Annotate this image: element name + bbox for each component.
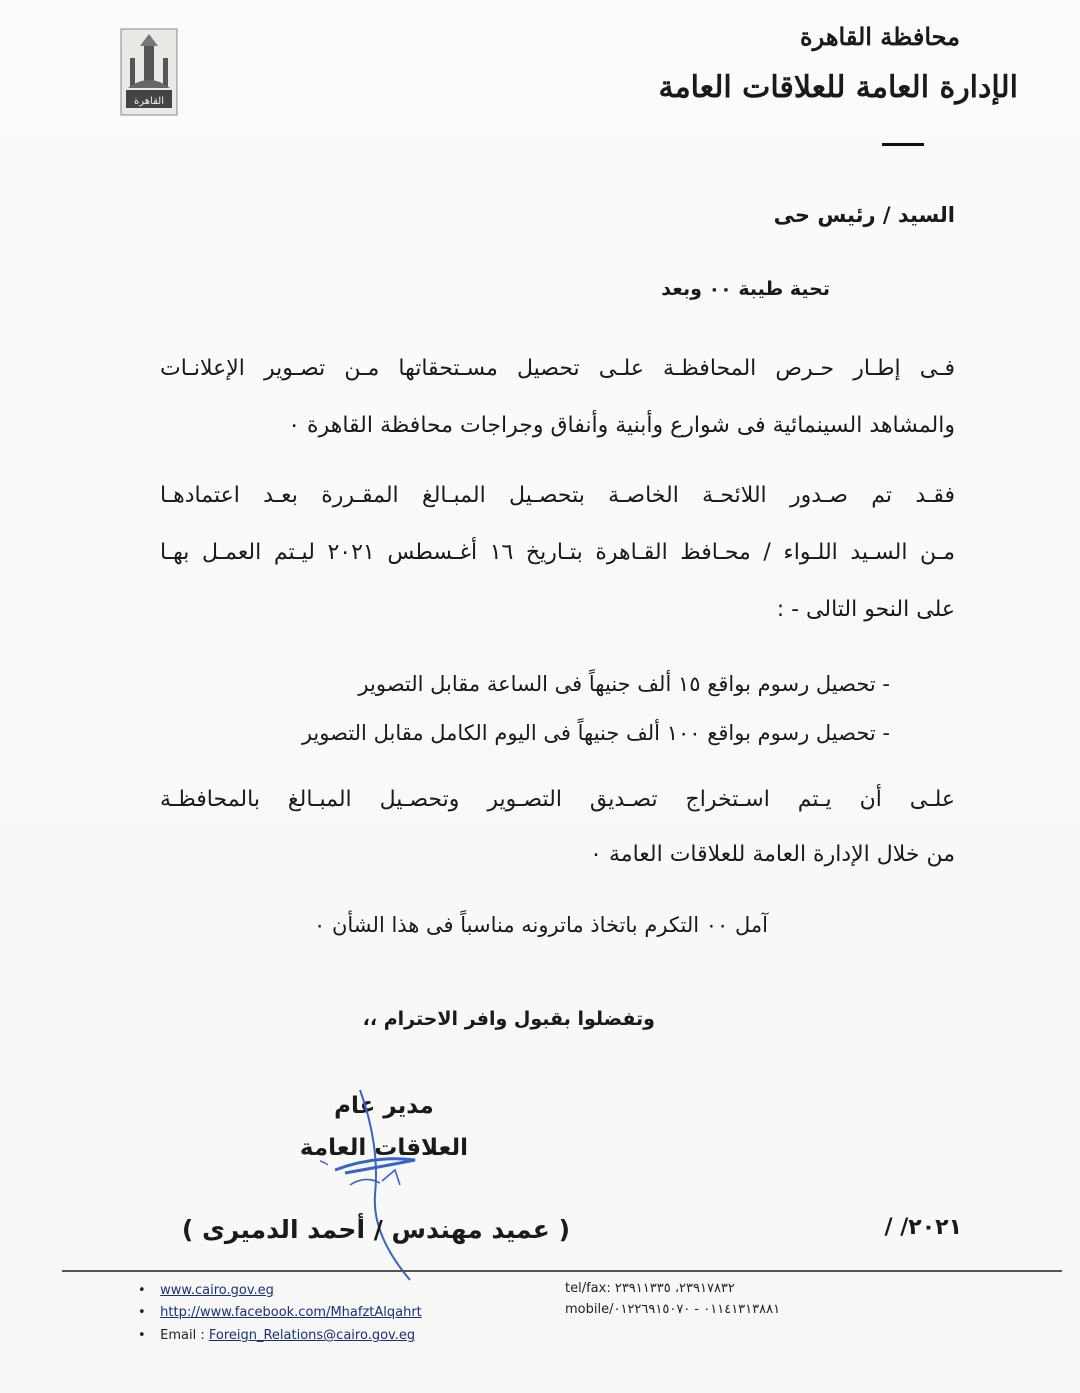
footer-facebook-row bbox=[138, 1305, 422, 1320]
paragraph-3-line-1: علـى أن يـتم اسـتخراج تصـديق التصـوير وتحصـيل المبـالغ بالمحافظـة bbox=[160, 787, 955, 812]
bullet-icon: • bbox=[138, 1283, 146, 1298]
fee-item-hourly: - تحصيل رسوم بواقع ١٥ ألف جنيهاً فى الساعة مقابل التصوير bbox=[358, 672, 890, 696]
department-name: الإدارة العامة للعلاقات العامة bbox=[658, 70, 1018, 105]
governorate-name: محافظة القاهرة bbox=[800, 22, 960, 51]
letter-date: / /٢٠٢١ bbox=[884, 1215, 962, 1240]
cairo-governorate-logo bbox=[120, 28, 178, 116]
paragraph-2-line-1: فقـد تم صـدور اللائحـة الخاصـة بتحصـيل المبـالغ المقـررة بعـد اعتمادهـا bbox=[160, 483, 955, 508]
fee-item-daily: - تحصيل رسوم بواقع ١٠٠ ألف جنيهاً فى اليوم الكامل مقابل التصوير bbox=[301, 721, 890, 745]
closing-salutation: وتفضلوا بقبول وافر الاحترام ،، bbox=[362, 1008, 655, 1030]
signatory-name: ( عميد مهندس / أحمد الدميرى ) bbox=[181, 1215, 570, 1244]
paragraph-3-line-2: من خلال الإدارة العامة للعلاقات العامة ٠ bbox=[590, 842, 955, 867]
footer-email-row bbox=[138, 1328, 415, 1343]
paragraph-1-line-1: فـى إطـار حـرص المحافظـة علـى تحصيل مسـتحقاتها مـن تصـوير الإعلانـات bbox=[160, 356, 955, 381]
facebook-link[interactable]: http://www.facebook.com/MhafztAlqahrt bbox=[160, 1305, 422, 1320]
mobile-numbers: mobile/٠١١٤١٣١٣٨٨١ - ٠١٢٢٦٩١٥٠٧٠ bbox=[565, 1302, 781, 1317]
greeting: تحية طيبة ٠٠ وبعد bbox=[661, 278, 830, 300]
email-link[interactable]: Foreign_Relations@cairo.gov.eg bbox=[208, 1328, 416, 1343]
paragraph-2-line-3: على النحو التالى - : bbox=[776, 597, 955, 622]
header-divider bbox=[882, 143, 924, 146]
email-label: Email : bbox=[160, 1328, 209, 1343]
handwritten-signature bbox=[320, 1085, 450, 1285]
signatory-title-line-2: العلاقات العامة bbox=[299, 1135, 468, 1161]
signatory-title-line-1: مدير عام bbox=[334, 1093, 434, 1119]
bullet-icon: • bbox=[138, 1305, 146, 1320]
footer-divider bbox=[62, 1270, 1062, 1272]
addressee: السيد / رئيس حى bbox=[773, 203, 955, 227]
bullet-icon: • bbox=[138, 1328, 146, 1343]
logo-text: القاهرة bbox=[134, 96, 164, 107]
paragraph-1-line-2: والمشاهد السينمائية فى شوارع وأبنية وأنفاق وجراجات محافظة القاهرة ٠ bbox=[288, 413, 955, 438]
website-link[interactable]: www.cairo.gov.eg bbox=[160, 1283, 274, 1298]
tel-fax: tel/fax: ٢٣٩١٧٨٣٢، ٢٣٩١١٣٣٥ bbox=[565, 1281, 735, 1296]
closing-request: آمل ٠٠ التكرم باتخاذ ماترونه مناسباً فى هذا الشأن ٠ bbox=[314, 913, 768, 937]
footer-website-row bbox=[138, 1283, 274, 1298]
paragraph-2-line-2: مـن السـيد اللـواء / محـافظ القـاهرة بتـاريخ ١٦ أغـسطس ٢٠٢١ ليـتم العمـل بهـا bbox=[160, 540, 955, 565]
